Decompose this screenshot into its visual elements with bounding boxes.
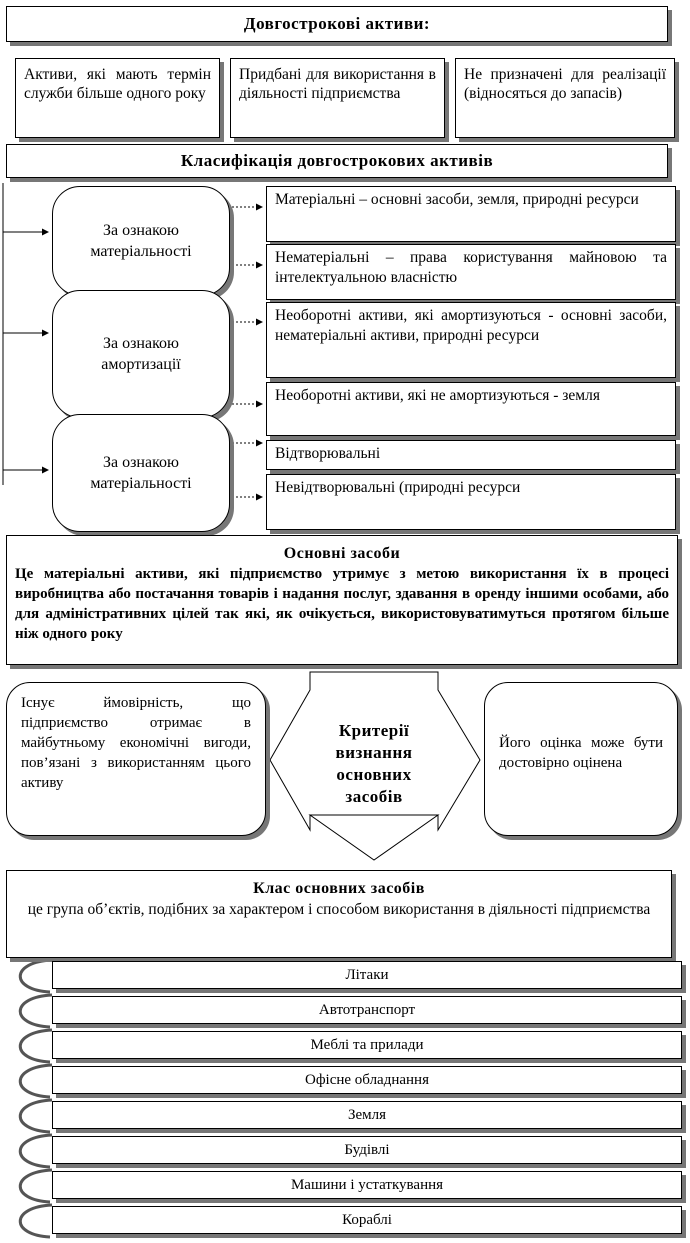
asset-class-item-machinery [52, 1171, 682, 1199]
asset-class-item-land [52, 1101, 682, 1129]
asset-class-subtitle: це група об’єктів, подібних за характером і способом використання в діяльності підприємства [27, 901, 651, 918]
asset-class-item-buildings-text: Будівлі [344, 1141, 390, 1158]
criterion-lifetime [15, 58, 220, 138]
recognition-economic-benefits [6, 682, 266, 836]
group-materiality-1-text: За ознакою матеріальності [90, 222, 192, 260]
long-term-assets-title [6, 6, 668, 42]
criterion-not-for-sale-text: Не призначені для реалізації (відносяться до запасів) [464, 66, 666, 102]
item-intangible-text: Нематеріальні – права користування майновою та інтелектуальною власністю [275, 249, 667, 286]
asset-class-item-buildings [52, 1136, 682, 1164]
asset-class-item-furniture-text: Меблі та прилади [310, 1036, 424, 1053]
item-reproducible [266, 440, 676, 470]
asset-class-title: Клас основних засобів [253, 880, 425, 897]
asset-class-item-vehicles-text: Автотранспорт [318, 1001, 416, 1018]
asset-class-item-office-equipment-text: Офісне обладнання [305, 1071, 429, 1088]
item-non-depreciable-text: Необоротні активи, які не амортизуються - земля [275, 387, 600, 404]
recognition-reliable-measurement-text: Його оцінка може бути достовірно оцінена [499, 735, 663, 771]
recognition-criteria-title [318, 716, 430, 812]
classification-title [6, 144, 668, 178]
recognition-economic-benefits-text: Існує ймовірність, що підприємство отримає в майбутньому економічні вигоди, пов’язані з використанням цього активу [21, 695, 251, 791]
classification-title-text: Класифікація довгострокових активів [180, 151, 494, 170]
item-tangible-text: Матеріальні – основні засоби, земля, природні ресурси [275, 191, 639, 208]
asset-class-item-land-text: Земля [347, 1106, 387, 1123]
group-materiality-2-text: За ознакою матеріальності [90, 454, 192, 492]
asset-class-item-ships [52, 1206, 682, 1234]
item-tangible [266, 186, 676, 242]
group-amortization [52, 290, 230, 418]
recognition-reliable-measurement [484, 682, 678, 836]
asset-class-item-aircraft-text: Літаки [345, 966, 389, 983]
criterion-use-text: Придбані для використання в діяльності підприємства [239, 66, 436, 102]
fixed-assets-title: Основні засоби [283, 545, 401, 562]
group-materiality-2 [52, 414, 230, 532]
item-non-reproducible [266, 474, 676, 530]
item-depreciable [266, 302, 676, 378]
criterion-use [230, 58, 445, 138]
item-non-reproducible-text: Невідтворювальні (природні ресурси [275, 479, 521, 496]
item-intangible [266, 244, 676, 300]
recognition-criteria-title-text: Критерії визнання основних засобів [335, 721, 413, 806]
long-term-assets-title-text: Довгострокові активи: [243, 14, 431, 33]
asset-class-item-ships-text: Кораблі [342, 1211, 392, 1228]
criterion-not-for-sale [455, 58, 675, 138]
asset-class-item-vehicles [52, 996, 682, 1024]
group-materiality-1 [52, 186, 230, 296]
fixed-assets-definition: Це матеріальні активи, які підприємство утримує з метою використання їх в процесі виробництва або постачання товарів і надання послуг, здавання в оренду іншими особами, або для адміністративних цілей так які, як очікується, використовуватимуться протягом більше ніж одного року [15, 566, 669, 642]
asset-class-item-aircraft [52, 961, 682, 989]
item-depreciable-text: Необоротні активи, які амортизуються - основні засоби, нематеріальні активи, природні ресурси [275, 307, 667, 344]
asset-class-box [6, 870, 672, 958]
group-amortization-text: За ознакою амортизації [101, 335, 181, 373]
asset-class-item-machinery-text: Машини і устаткування [290, 1176, 444, 1193]
criterion-lifetime-text: Активи, які мають термін служби більше одного року [24, 66, 211, 102]
item-reproducible-text: Відтворювальні [275, 445, 381, 462]
asset-class-item-furniture [52, 1031, 682, 1059]
fixed-assets-box [6, 535, 678, 665]
asset-class-item-office-equipment [52, 1066, 682, 1094]
item-non-depreciable [266, 382, 676, 436]
